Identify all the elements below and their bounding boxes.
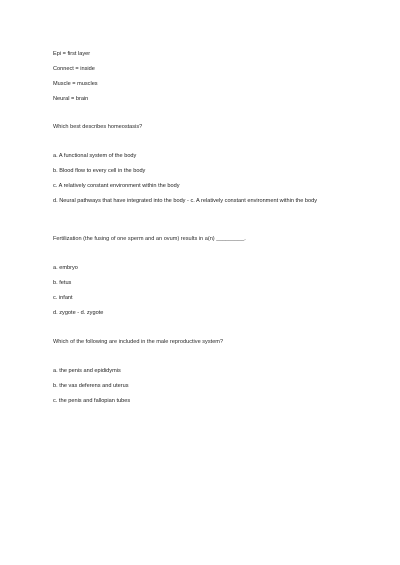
question-1-option-b: b. Blood flow to every cell in the body [53, 168, 146, 174]
question-2-option-a: a. embryo [53, 265, 78, 271]
question-3-option-a: a. the penis and epididymis [53, 368, 121, 374]
question-2-option-c: c. infant [53, 295, 73, 301]
question-3-option-c: c. the penis and fallopian tubes [53, 398, 131, 404]
definition-connect: Connect = inside [53, 66, 95, 72]
question-2-option-d: d. zygote - d. zygote [53, 310, 104, 316]
definition-neural: Neural = brain [53, 96, 89, 102]
question-1-text: Which best describes homeostasis? [53, 124, 143, 130]
question-2-text: Fertilization (the fusing of one sperm and an ovum) results in a(n) _________. [53, 236, 246, 242]
question-1-option-c: c. A relatively constant environment within the body [53, 183, 180, 189]
question-3-option-b: b. the vas deferens and uterus [53, 383, 129, 389]
question-3-text: Which of the following are included in the male reproductive system? [53, 339, 224, 345]
question-1-option-d: d. Neural pathways that have integrated into the body - c. A relatively constant environment within the body [53, 198, 317, 204]
definition-epi: Epi = first layer [53, 51, 91, 57]
question-2-option-b: b. fetus [53, 280, 72, 286]
question-1-option-a: a. A functional system of the body [53, 153, 137, 159]
definition-muscle: Muscle = muscles [53, 81, 98, 87]
